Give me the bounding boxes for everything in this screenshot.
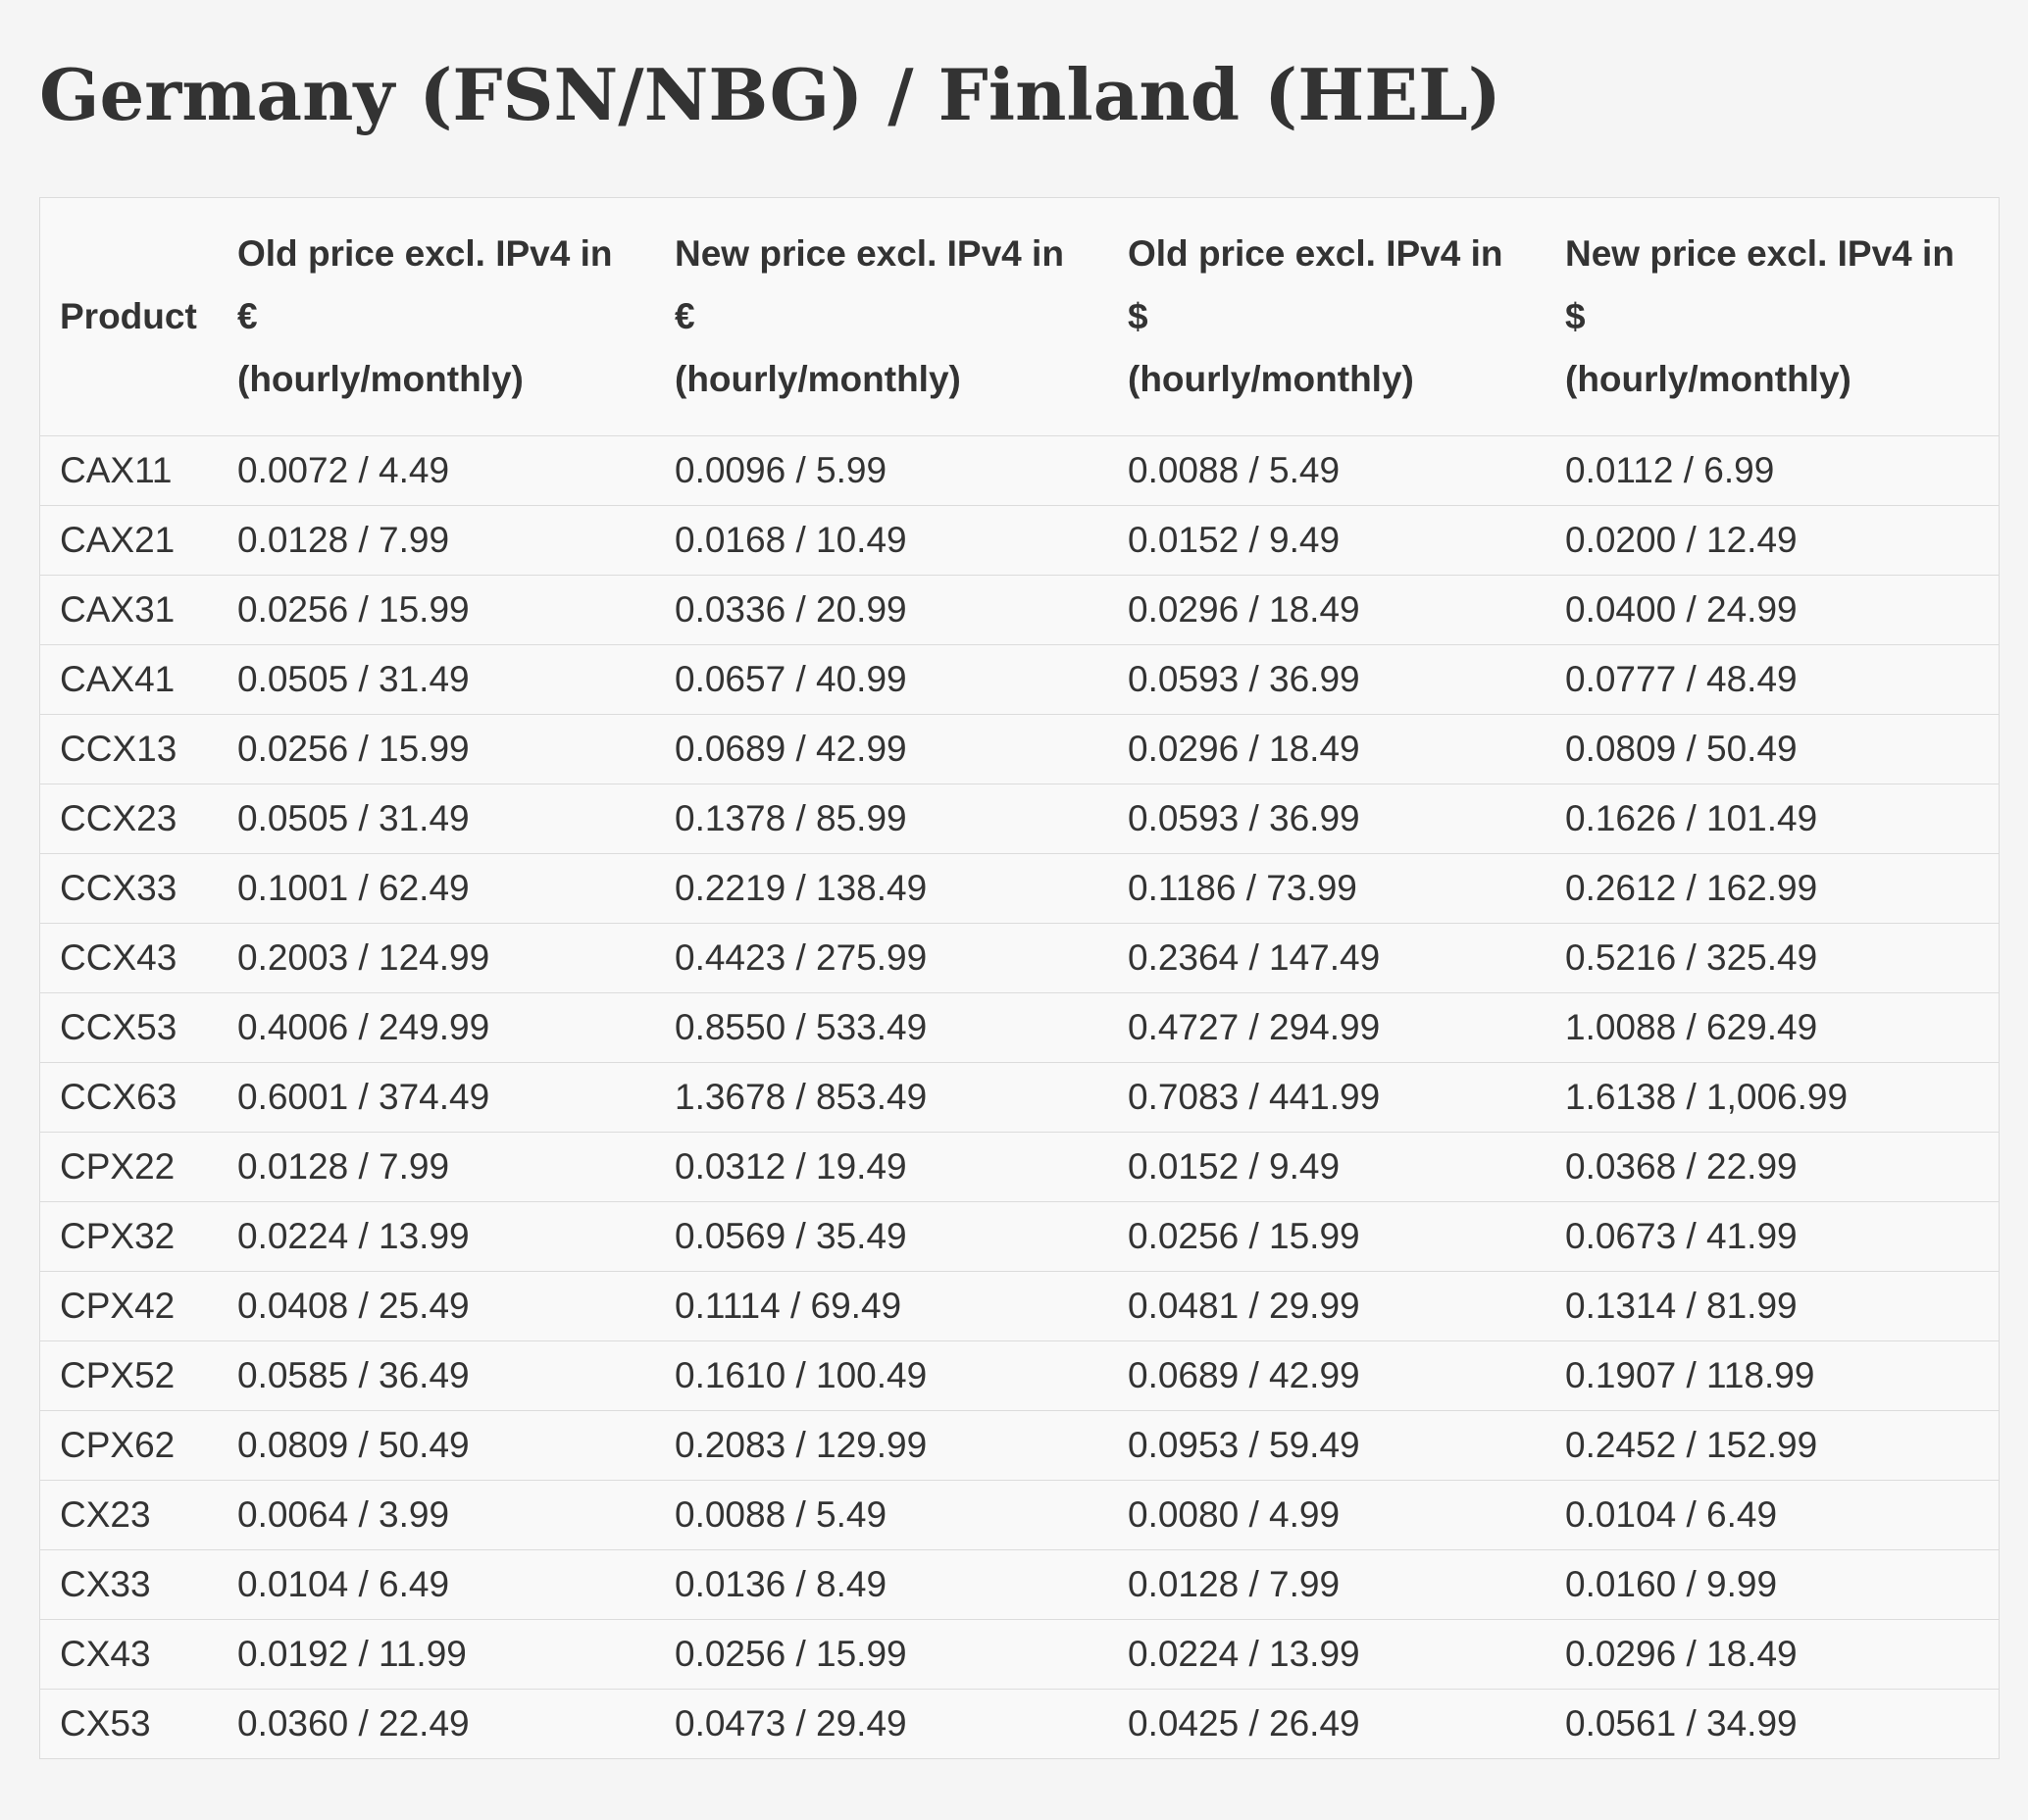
new-price-eur-cell: 0.0168 / 10.49 xyxy=(655,506,1108,576)
product-cell: CPX22 xyxy=(40,1133,218,1202)
table-row xyxy=(40,506,1999,576)
old-price-eur-cell: 0.4006 / 249.99 xyxy=(218,993,655,1063)
product-cell: CPX62 xyxy=(40,1411,218,1481)
table-row xyxy=(40,854,1999,924)
header-row xyxy=(40,198,1999,436)
header-line: $ xyxy=(1128,296,1148,336)
header-line: (hourly/monthly) xyxy=(1128,359,1414,399)
old-price-usd-cell: 0.0953 / 59.49 xyxy=(1108,1411,1546,1481)
old-price-usd-cell: 0.0128 / 7.99 xyxy=(1108,1550,1546,1620)
new-price-eur-cell: 0.8550 / 533.49 xyxy=(655,993,1108,1063)
new-price-eur-cell: 1.3678 / 853.49 xyxy=(655,1063,1108,1133)
table-row xyxy=(40,1272,1999,1341)
new-price-usd-cell: 0.0809 / 50.49 xyxy=(1546,715,1999,784)
old-price-eur-cell: 0.0809 / 50.49 xyxy=(218,1411,655,1481)
header-line: € xyxy=(675,296,695,336)
old-price-usd-cell: 0.2364 / 147.49 xyxy=(1108,924,1546,993)
product-cell: CX33 xyxy=(40,1550,218,1620)
page-title: Germany (FSN/NBG) / Finland (HEL) xyxy=(39,53,1501,136)
table-row xyxy=(40,1133,1999,1202)
product-cell: CX43 xyxy=(40,1620,218,1690)
old-price-usd-cell: 0.0152 / 9.49 xyxy=(1108,506,1546,576)
header-line: Old price excl. IPv4 in xyxy=(1128,233,1503,274)
old-price-usd-cell: 0.7083 / 441.99 xyxy=(1108,1063,1546,1133)
new-price-usd-cell: 0.0104 / 6.49 xyxy=(1546,1481,1999,1550)
old-price-eur-cell: 0.0064 / 3.99 xyxy=(218,1481,655,1550)
table-row xyxy=(40,784,1999,854)
header-old-price-usd xyxy=(1108,198,1546,436)
table-row xyxy=(40,1550,1999,1620)
old-price-eur-cell: 0.0192 / 11.99 xyxy=(218,1620,655,1690)
new-price-usd-cell: 0.2452 / 152.99 xyxy=(1546,1411,1999,1481)
header-line: Product xyxy=(60,296,197,336)
product-cell: CPX32 xyxy=(40,1202,218,1272)
old-price-eur-cell: 0.0128 / 7.99 xyxy=(218,1133,655,1202)
new-price-usd-cell: 1.0088 / 629.49 xyxy=(1546,993,1999,1063)
table-row xyxy=(40,1411,1999,1481)
old-price-eur-cell: 0.1001 / 62.49 xyxy=(218,854,655,924)
new-price-eur-cell: 0.4423 / 275.99 xyxy=(655,924,1108,993)
header-line: (hourly/monthly) xyxy=(237,359,524,399)
old-price-usd-cell: 0.0593 / 36.99 xyxy=(1108,784,1546,854)
product-cell: CPX42 xyxy=(40,1272,218,1341)
product-cell: CAX41 xyxy=(40,645,218,715)
new-price-usd-cell: 0.0368 / 22.99 xyxy=(1546,1133,1999,1202)
old-price-usd-cell: 0.0152 / 9.49 xyxy=(1108,1133,1546,1202)
old-price-usd-cell: 0.0481 / 29.99 xyxy=(1108,1272,1546,1341)
table-row xyxy=(40,645,1999,715)
table-row xyxy=(40,1620,1999,1690)
header-new-price-eur xyxy=(655,198,1108,436)
product-cell: CAX31 xyxy=(40,576,218,645)
new-price-usd-cell: 0.1907 / 118.99 xyxy=(1546,1341,1999,1411)
product-cell: CCX13 xyxy=(40,715,218,784)
new-price-usd-cell: 0.5216 / 325.49 xyxy=(1546,924,1999,993)
new-price-eur-cell: 0.0657 / 40.99 xyxy=(655,645,1108,715)
old-price-usd-cell: 0.0088 / 5.49 xyxy=(1108,436,1546,506)
table-row xyxy=(40,1341,1999,1411)
new-price-eur-cell: 0.2083 / 129.99 xyxy=(655,1411,1108,1481)
product-cell: CCX53 xyxy=(40,993,218,1063)
new-price-eur-cell: 0.0256 / 15.99 xyxy=(655,1620,1108,1690)
old-price-usd-cell: 0.0224 / 13.99 xyxy=(1108,1620,1546,1690)
old-price-eur-cell: 0.0256 / 15.99 xyxy=(218,715,655,784)
table-row xyxy=(40,1690,1999,1759)
new-price-usd-cell: 0.0561 / 34.99 xyxy=(1565,1703,1798,1744)
product-cell: CAX11 xyxy=(40,436,218,506)
old-price-eur-cell: 0.0224 / 13.99 xyxy=(218,1202,655,1272)
old-price-usd-cell: 0.0425 / 26.49 xyxy=(1128,1703,1360,1744)
header-line: (hourly/monthly) xyxy=(1565,359,1851,399)
old-price-eur-cell: 0.0505 / 31.49 xyxy=(218,645,655,715)
new-price-eur-cell: 0.0136 / 8.49 xyxy=(655,1550,1108,1620)
header-line: (hourly/monthly) xyxy=(675,359,961,399)
new-price-usd-cell: 0.0200 / 12.49 xyxy=(1546,506,1999,576)
old-price-usd-cell: 0.0593 / 36.99 xyxy=(1108,645,1546,715)
table-row xyxy=(40,715,1999,784)
old-price-eur-cell: 0.0128 / 7.99 xyxy=(218,506,655,576)
new-price-usd-cell: 0.0777 / 48.49 xyxy=(1546,645,1999,715)
new-price-eur-cell: 0.0088 / 5.49 xyxy=(655,1481,1108,1550)
old-price-eur-cell: 0.0256 / 15.99 xyxy=(218,576,655,645)
header-line: $ xyxy=(1565,296,1586,336)
new-price-eur-cell: 0.0336 / 20.99 xyxy=(655,576,1108,645)
new-price-usd-cell: 0.1626 / 101.49 xyxy=(1546,784,1999,854)
product-cell: CX23 xyxy=(40,1481,218,1550)
new-price-usd-cell: 0.0160 / 9.99 xyxy=(1546,1550,1999,1620)
table-row xyxy=(40,436,1999,506)
old-price-eur-cell: 0.0104 / 6.49 xyxy=(218,1550,655,1620)
new-price-usd-cell: 0.0112 / 6.99 xyxy=(1546,436,1999,506)
table-row xyxy=(40,1202,1999,1272)
old-price-eur-cell: 0.2003 / 124.99 xyxy=(218,924,655,993)
product-cell: CPX52 xyxy=(40,1341,218,1411)
new-price-eur-cell: 0.1610 / 100.49 xyxy=(655,1341,1108,1411)
new-price-eur-cell: 0.0096 / 5.99 xyxy=(655,436,1108,506)
old-price-eur-cell: 0.0072 / 4.49 xyxy=(218,436,655,506)
header-line: Old price excl. IPv4 in xyxy=(237,233,613,274)
new-price-eur-cell: 0.0569 / 35.49 xyxy=(655,1202,1108,1272)
header-product xyxy=(40,198,218,436)
old-price-usd-cell: 0.1186 / 73.99 xyxy=(1108,854,1546,924)
product-cell: CX53 xyxy=(60,1703,151,1744)
old-price-eur-cell: 0.6001 / 374.49 xyxy=(218,1063,655,1133)
new-price-usd-cell: 1.6138 / 1,006.99 xyxy=(1546,1063,1999,1133)
old-price-eur-cell: 0.0408 / 25.49 xyxy=(218,1272,655,1341)
header-line: New price excl. IPv4 in xyxy=(1565,233,1954,274)
new-price-eur-cell: 0.1114 / 69.49 xyxy=(655,1272,1108,1341)
new-price-usd-cell: 0.2612 / 162.99 xyxy=(1546,854,1999,924)
new-price-eur-cell: 0.2219 / 138.49 xyxy=(655,854,1108,924)
new-price-usd-cell: 0.0400 / 24.99 xyxy=(1546,576,1999,645)
header-old-price-eur xyxy=(218,198,655,436)
table-body xyxy=(40,436,1999,1759)
pricing-table xyxy=(40,198,1999,1758)
product-cell: CCX23 xyxy=(40,784,218,854)
product-cell: CAX21 xyxy=(40,506,218,576)
product-cell: CCX63 xyxy=(40,1063,218,1133)
new-price-eur-cell: 0.0473 / 29.49 xyxy=(675,1703,907,1744)
table-row xyxy=(40,924,1999,993)
table-row xyxy=(40,993,1999,1063)
table-header xyxy=(40,198,1999,436)
old-price-usd-cell: 0.4727 / 294.99 xyxy=(1108,993,1546,1063)
old-price-eur-cell: 0.0585 / 36.49 xyxy=(218,1341,655,1411)
table-row xyxy=(40,1481,1999,1550)
header-line: € xyxy=(237,296,258,336)
new-price-usd-cell: 0.0673 / 41.99 xyxy=(1546,1202,1999,1272)
product-cell: CCX43 xyxy=(40,924,218,993)
old-price-eur-cell: 0.0505 / 31.49 xyxy=(218,784,655,854)
old-price-usd-cell: 0.0689 / 42.99 xyxy=(1108,1341,1546,1411)
header-line: New price excl. IPv4 in xyxy=(675,233,1064,274)
old-price-eur-cell: 0.0360 / 22.49 xyxy=(237,1703,470,1744)
table-row xyxy=(40,1063,1999,1133)
product-cell: CCX33 xyxy=(40,854,218,924)
old-price-usd-cell: 0.0256 / 15.99 xyxy=(1108,1202,1546,1272)
new-price-eur-cell: 0.0312 / 19.49 xyxy=(655,1133,1108,1202)
header-new-price-usd xyxy=(1546,198,1999,436)
old-price-usd-cell: 0.0296 / 18.49 xyxy=(1108,715,1546,784)
table-row xyxy=(40,576,1999,645)
old-price-usd-cell: 0.0080 / 4.99 xyxy=(1108,1481,1546,1550)
new-price-eur-cell: 0.1378 / 85.99 xyxy=(655,784,1108,854)
old-price-usd-cell: 0.0296 / 18.49 xyxy=(1108,576,1546,645)
new-price-eur-cell: 0.0689 / 42.99 xyxy=(655,715,1108,784)
pricing-table-container xyxy=(39,197,2000,1759)
new-price-usd-cell: 0.1314 / 81.99 xyxy=(1546,1272,1999,1341)
new-price-usd-cell: 0.0296 / 18.49 xyxy=(1546,1620,1999,1690)
